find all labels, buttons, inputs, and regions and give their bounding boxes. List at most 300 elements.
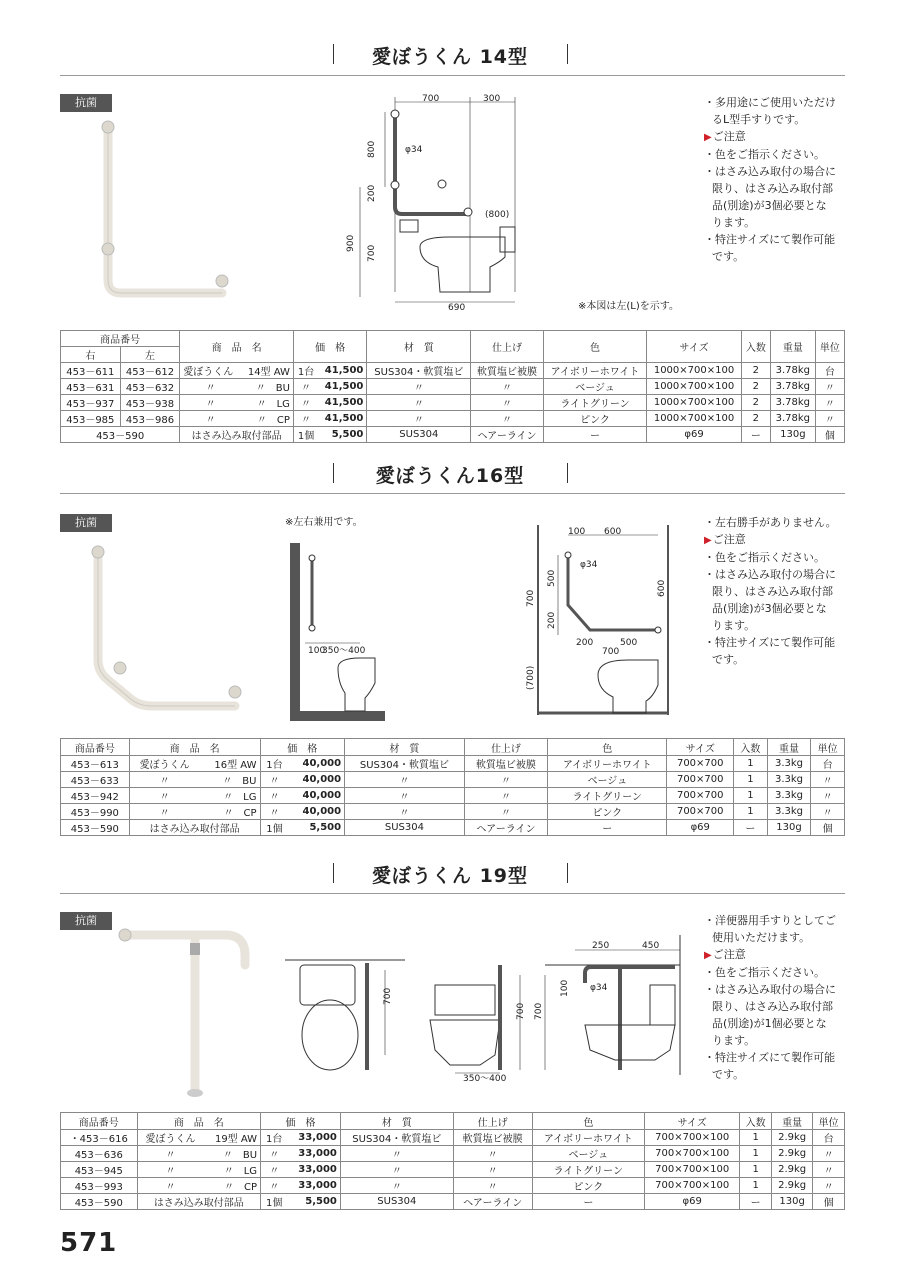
note-line: 使用いただけます。 xyxy=(712,931,811,944)
caution-heading: ▶ ご注意 xyxy=(704,531,854,549)
header-finish: 仕上げ xyxy=(471,331,543,363)
cell-color: ライトグリーン xyxy=(532,1162,645,1178)
cell-unit: 個 xyxy=(815,427,844,443)
cell-qty: 1 xyxy=(740,1178,772,1194)
header-finish: 仕上げ xyxy=(464,739,547,756)
cell-weight: 3.78kg xyxy=(770,363,815,379)
header-name: 商 品 名 xyxy=(129,739,260,756)
cell-qty: 1 xyxy=(734,788,768,804)
note-line: ります。 xyxy=(712,619,756,632)
cell-qty: ー xyxy=(740,1194,772,1210)
cell-model: 16型 AW xyxy=(200,756,260,772)
cell-name: 〃 xyxy=(180,379,241,395)
cell-color: ライトグリーン xyxy=(548,788,667,804)
cell-size: 700×700 xyxy=(667,756,734,772)
notes-14 xyxy=(704,94,854,265)
note-line: です。 xyxy=(712,250,745,263)
dim-700-a: 700 xyxy=(383,987,393,1005)
cell-code: 453－636 xyxy=(61,1146,138,1162)
cell-qty: 1 xyxy=(734,756,768,772)
cell-name: 〃 xyxy=(137,1146,203,1162)
cell-price-unit: 〃 xyxy=(260,772,288,788)
title-divider xyxy=(567,44,568,64)
header-unit: 単位 xyxy=(815,331,844,363)
cell-unit: 個 xyxy=(811,820,845,836)
cell-weight: 3.3kg xyxy=(767,804,811,820)
cell-weight: 2.9kg xyxy=(772,1146,813,1162)
cell-size: φ69 xyxy=(645,1194,740,1210)
cell-price-unit: 1個 xyxy=(261,1194,288,1210)
dim-690: 690 xyxy=(448,303,466,313)
cell-code: 453－942 xyxy=(61,788,130,804)
table-row xyxy=(61,756,845,772)
header-color: 色 xyxy=(548,739,667,756)
note-line: ・色をご指示ください。 xyxy=(704,148,825,161)
cell-model: 〃 CP xyxy=(200,804,260,820)
cell-price-unit: 1台 xyxy=(260,756,288,772)
cell-price: 40,000 xyxy=(288,756,344,772)
cell-price-unit: 〃 xyxy=(261,1162,288,1178)
table-row xyxy=(61,411,845,427)
cell-finish: 〃 xyxy=(471,395,543,411)
cell-size: 700×700 xyxy=(667,788,734,804)
cell-size: 1000×700×100 xyxy=(647,379,741,395)
cell-name: 〃 xyxy=(129,772,199,788)
cell-size: 700×700×100 xyxy=(645,1178,740,1194)
cell-qty: 1 xyxy=(740,1162,772,1178)
dim-range: 350～400 xyxy=(463,1074,507,1084)
note-line: です。 xyxy=(712,653,745,666)
cell-weight: 130g xyxy=(767,820,811,836)
cell-qty: 2 xyxy=(741,395,770,411)
cell-unit: 〃 xyxy=(813,1178,845,1194)
cell-color: ピンク xyxy=(548,804,667,820)
drawing-16-front xyxy=(528,525,678,715)
cell-code-right: 453－611 xyxy=(61,363,121,379)
cell-code: 453－613 xyxy=(61,756,130,772)
header-price: 価 格 xyxy=(293,331,366,363)
dim-100: 100 xyxy=(568,527,586,537)
header-name: 商 品 名 xyxy=(137,1113,260,1130)
note-line: 限り、はさみ込み取付部 xyxy=(712,1000,833,1013)
antibacterial-badge: 抗菌 xyxy=(60,514,112,532)
cell-size: 1000×700×100 xyxy=(647,363,741,379)
cell-name: はさみ込み取付部品 xyxy=(180,427,294,443)
header-right: 右 xyxy=(61,347,121,363)
cell-color: アイボリーホワイト xyxy=(548,756,667,772)
note-line: ・特注サイズにて製作可能 xyxy=(704,1051,836,1064)
header-left: 左 xyxy=(120,347,180,363)
section-title: 愛ぼうくん16型 xyxy=(375,465,525,487)
cell-price-unit: 〃 xyxy=(260,804,288,820)
cell-unit: 〃 xyxy=(813,1162,845,1178)
cell-size: φ69 xyxy=(667,820,734,836)
cell-code: 453－590 xyxy=(61,427,180,443)
caution-heading: ▶ ご注意 xyxy=(704,128,854,146)
drawing-16-side xyxy=(290,543,400,723)
dim-phi34: φ34 xyxy=(580,560,598,570)
cell-price-unit: 〃 xyxy=(293,395,318,411)
cell-name: 〃 xyxy=(180,395,241,411)
dim-700-horizontal: 700 xyxy=(602,647,620,657)
table-row xyxy=(61,804,845,820)
header-size: サイズ xyxy=(667,739,734,756)
cell-model: 〃 LG xyxy=(241,395,294,411)
header-color: 色 xyxy=(532,1113,645,1130)
notes-19 xyxy=(704,912,854,1083)
cell-weight: 2.9kg xyxy=(772,1130,813,1146)
table-row xyxy=(61,788,845,804)
cell-size: 1000×700×100 xyxy=(647,411,741,427)
section-rule xyxy=(60,493,845,494)
antibacterial-badge: 抗菌 xyxy=(60,94,112,112)
dim-phi34: φ34 xyxy=(405,145,423,155)
dim-250: 250 xyxy=(592,941,610,951)
cell-price: 5,500 xyxy=(288,820,344,836)
table-row xyxy=(61,820,845,836)
dim-range: 350～400 xyxy=(322,646,366,656)
note-line: ります。 xyxy=(712,1034,756,1047)
dim-300: 300 xyxy=(483,94,501,104)
cell-price: 5,500 xyxy=(287,1194,340,1210)
cell-material: 〃 xyxy=(367,379,471,395)
note-line: ・色をご指示ください。 xyxy=(704,966,825,979)
dim-600: 600 xyxy=(604,527,622,537)
cell-material: SUS304 xyxy=(340,1194,453,1210)
cell-price: 40,000 xyxy=(288,788,344,804)
cell-unit: 〃 xyxy=(811,804,845,820)
header-material: 材 質 xyxy=(367,331,471,363)
table-row xyxy=(61,427,845,443)
cell-price-unit: 1台 xyxy=(261,1130,288,1146)
cell-price-unit: 1台 xyxy=(293,363,318,379)
cell-size: 700×700×100 xyxy=(645,1162,740,1178)
note-line: るL型手すりです。 xyxy=(712,113,806,126)
cell-code-left: 453－938 xyxy=(120,395,180,411)
dim-100: 100 xyxy=(560,979,570,997)
note-line: ・はさみ込み取付の場合に xyxy=(704,983,836,996)
header-code: 商品番号 xyxy=(61,739,130,756)
cell-code: 453－990 xyxy=(61,804,130,820)
title-divider xyxy=(567,463,568,483)
cell-qty: 2 xyxy=(741,411,770,427)
title-divider xyxy=(567,863,568,883)
cell-unit: 個 xyxy=(813,1194,845,1210)
header-unit: 単位 xyxy=(813,1113,845,1130)
header-weight: 重量 xyxy=(772,1113,813,1130)
cell-name: 〃 xyxy=(137,1162,203,1178)
cell-finish: ヘアーライン xyxy=(464,820,547,836)
dim-100: 100 xyxy=(308,646,326,656)
dim-800: 800 xyxy=(367,140,377,158)
spec-table-16 xyxy=(60,738,845,836)
caution-heading: ▶ ご注意 xyxy=(704,946,854,964)
cell-material: SUS304 xyxy=(345,820,465,836)
cell-price: 33,000 xyxy=(287,1178,340,1194)
cell-unit: 〃 xyxy=(813,1146,845,1162)
dim-700-vertical: 700 xyxy=(367,244,377,262)
dim-700: 700 xyxy=(526,589,536,607)
cell-size: 700×700 xyxy=(667,772,734,788)
cell-model: 〃 CP xyxy=(203,1178,260,1194)
header-color: 色 xyxy=(543,331,647,363)
cell-finish: ヘアーライン xyxy=(453,1194,532,1210)
cell-price-unit: 〃 xyxy=(293,379,318,395)
cell-weight: 3.78kg xyxy=(770,379,815,395)
cell-model: 〃 LG xyxy=(200,788,260,804)
note-line: ・多用途にご使用いただけ xyxy=(704,96,836,109)
cell-finish: 軟質塩ビ被膜 xyxy=(471,363,543,379)
cell-material: 〃 xyxy=(345,804,465,820)
table-row xyxy=(61,1146,845,1162)
cell-price: 5,500 xyxy=(318,427,367,443)
dim-200: 200 xyxy=(547,611,557,629)
note-line: ・特注サイズにて製作可能 xyxy=(704,233,836,246)
header-finish: 仕上げ xyxy=(453,1113,532,1130)
cell-material: 〃 xyxy=(345,788,465,804)
note-line: 限り、はさみ込み取付部 xyxy=(712,182,833,195)
cell-finish: 軟質塩ビ被膜 xyxy=(453,1130,532,1146)
cell-weight: 3.78kg xyxy=(770,395,815,411)
section-title: 愛ぼうくん 19型 xyxy=(371,865,529,887)
cell-code-right: 453－937 xyxy=(61,395,121,411)
cell-name: 〃 xyxy=(137,1178,203,1194)
note-line: ・左右勝手がありません。 xyxy=(704,516,837,529)
table-row xyxy=(61,1178,845,1194)
dim-200-horizontal: 200 xyxy=(576,638,594,648)
spec-table-19 xyxy=(60,1112,845,1210)
cell-material: 〃 xyxy=(340,1162,453,1178)
dim-phi34: φ34 xyxy=(590,983,608,993)
note-line: ・特注サイズにて製作可能 xyxy=(704,636,836,649)
drawing-14 xyxy=(346,92,550,313)
header-qty: 入数 xyxy=(741,331,770,363)
header-size: サイズ xyxy=(645,1113,740,1130)
dim-200: 200 xyxy=(367,184,377,202)
note-line: ・はさみ込み取付の場合に xyxy=(704,568,836,581)
cell-material: 〃 xyxy=(367,411,471,427)
note-line: 品(別途)が3個必要とな xyxy=(712,199,827,212)
cell-qty: 1 xyxy=(740,1130,772,1146)
cell-price: 41,500 xyxy=(318,411,367,427)
cell-code-right: 453－631 xyxy=(61,379,121,395)
cell-color: ベージュ xyxy=(543,379,647,395)
cell-price-unit: 〃 xyxy=(261,1146,288,1162)
cell-material: SUS304 xyxy=(367,427,471,443)
header-weight: 重量 xyxy=(767,739,811,756)
product-photo-14 xyxy=(90,115,230,315)
dim-700-c: 700 xyxy=(534,1002,544,1020)
header-material: 材 質 xyxy=(340,1113,453,1130)
cell-unit: 〃 xyxy=(815,411,844,427)
cell-code: 453－945 xyxy=(61,1162,138,1178)
cell-size: φ69 xyxy=(647,427,741,443)
cell-unit: 〃 xyxy=(811,788,845,804)
cell-weight: 2.9kg xyxy=(772,1162,813,1178)
cell-model: 14型 AW xyxy=(241,363,294,379)
cell-finish: 〃 xyxy=(464,772,547,788)
table-row xyxy=(61,1194,845,1210)
header-code: 商品番号 xyxy=(61,331,180,347)
header-name: 商 品 名 xyxy=(180,331,294,363)
cell-name: はさみ込み取付部品 xyxy=(137,1194,260,1210)
dim-500-horizontal: 500 xyxy=(620,638,638,648)
cell-color: ー xyxy=(548,820,667,836)
cell-price-unit: 1個 xyxy=(260,820,288,836)
cell-name: 〃 xyxy=(129,804,199,820)
cell-price: 33,000 xyxy=(287,1162,340,1178)
cell-qty: 2 xyxy=(741,379,770,395)
cell-name: 〃 xyxy=(180,411,241,427)
cell-weight: 2.9kg xyxy=(772,1178,813,1194)
cell-unit: 〃 xyxy=(811,772,845,788)
cell-unit: 〃 xyxy=(815,395,844,411)
figure-note: ※左右兼用です。 xyxy=(285,517,363,528)
cell-model: 19型 AW xyxy=(203,1130,260,1146)
cell-weight: 3.3kg xyxy=(767,756,811,772)
cell-finish: 〃 xyxy=(471,411,543,427)
dim-800-paren: (800) xyxy=(485,210,510,220)
cell-qty: ー xyxy=(741,427,770,443)
spec-table-14 xyxy=(60,330,845,443)
cell-size: 700×700×100 xyxy=(645,1146,740,1162)
cell-model: 〃 BU xyxy=(241,379,294,395)
header-size: サイズ xyxy=(647,331,741,363)
cell-price: 41,500 xyxy=(318,395,367,411)
table-row xyxy=(61,1130,845,1146)
cell-code: 453－590 xyxy=(61,1194,138,1210)
cell-color: アイボリーホワイト xyxy=(532,1130,645,1146)
cell-code: 453－590 xyxy=(61,820,130,836)
header-weight: 重量 xyxy=(770,331,815,363)
cell-qty: 1 xyxy=(740,1146,772,1162)
cell-color: ピンク xyxy=(532,1178,645,1194)
cell-model: 〃 CP xyxy=(241,411,294,427)
section-rule xyxy=(60,75,845,76)
cell-price: 41,500 xyxy=(318,363,367,379)
product-photo-19 xyxy=(115,925,275,1105)
product-photo-16 xyxy=(80,540,250,710)
cell-color: ベージュ xyxy=(548,772,667,788)
cell-price: 40,000 xyxy=(288,772,344,788)
table-row xyxy=(61,772,845,788)
notes-16 xyxy=(704,514,854,668)
header-price: 価 格 xyxy=(260,739,345,756)
note-line: 品(別途)が3個必要とな xyxy=(712,602,827,615)
cell-size: 700×700 xyxy=(667,804,734,820)
cell-price-unit: 〃 xyxy=(260,788,288,804)
cell-color: ピンク xyxy=(543,411,647,427)
cell-color: ー xyxy=(543,427,647,443)
cell-model: 〃 LG xyxy=(203,1162,260,1178)
cell-color: ー xyxy=(532,1194,645,1210)
cell-finish: ヘアーライン xyxy=(471,427,543,443)
drawing-19 xyxy=(285,935,685,1085)
dim-600-vertical: 600 xyxy=(657,579,667,597)
cell-finish: 〃 xyxy=(453,1162,532,1178)
cell-weight: 3.3kg xyxy=(767,772,811,788)
header-material: 材 質 xyxy=(345,739,465,756)
cell-size: 1000×700×100 xyxy=(647,395,741,411)
cell-qty: 2 xyxy=(741,363,770,379)
table-row xyxy=(61,379,845,395)
cell-material: SUS304・軟質塩ビ xyxy=(367,363,471,379)
cell-name: 愛ぼうくん xyxy=(180,363,241,379)
antibacterial-badge: 抗菌 xyxy=(60,912,112,930)
figure-note: ※本図は左(L)を示す。 xyxy=(578,301,679,312)
cell-code: 453－993 xyxy=(61,1178,138,1194)
cell-material: 〃 xyxy=(367,395,471,411)
cell-unit: 台 xyxy=(813,1130,845,1146)
cell-color: アイボリーホワイト xyxy=(543,363,647,379)
cell-finish: 〃 xyxy=(453,1178,532,1194)
section-title: 愛ぼうくん 14型 xyxy=(371,46,529,68)
cell-color: ベージュ xyxy=(532,1146,645,1162)
header-code: 商品番号 xyxy=(61,1113,138,1130)
cell-unit: 台 xyxy=(815,363,844,379)
cell-color: ライトグリーン xyxy=(543,395,647,411)
cell-material: SUS304・軟質塩ビ xyxy=(345,756,465,772)
note-line: です。 xyxy=(712,1068,745,1081)
cell-material: 〃 xyxy=(340,1146,453,1162)
cell-finish: 軟質塩ビ被膜 xyxy=(464,756,547,772)
cell-weight: 3.3kg xyxy=(767,788,811,804)
cell-code-left: 453－612 xyxy=(120,363,180,379)
cell-price-unit: 1個 xyxy=(293,427,318,443)
cell-code: 453－633 xyxy=(61,772,130,788)
header-price: 価 格 xyxy=(261,1113,341,1130)
section-rule xyxy=(60,893,845,894)
cell-price: 40,000 xyxy=(288,804,344,820)
cell-price-unit: 〃 xyxy=(293,411,318,427)
table-row xyxy=(61,395,845,411)
cell-price: 41,500 xyxy=(318,379,367,395)
page-number: 571 xyxy=(60,1228,118,1258)
dim-500: 500 xyxy=(547,569,557,587)
cell-finish: 〃 xyxy=(453,1146,532,1162)
cell-weight: 3.78kg xyxy=(770,411,815,427)
cell-qty: ー xyxy=(734,820,768,836)
cell-weight: 130g xyxy=(770,427,815,443)
cell-material: 〃 xyxy=(345,772,465,788)
cell-finish: 〃 xyxy=(471,379,543,395)
cell-weight: 130g xyxy=(772,1194,813,1210)
cell-name: はさみ込み取付部品 xyxy=(129,820,260,836)
cell-qty: 1 xyxy=(734,804,768,820)
cell-unit: 〃 xyxy=(815,379,844,395)
cell-material: 〃 xyxy=(340,1178,453,1194)
cell-code-left: 453－986 xyxy=(120,411,180,427)
note-line: 品(別途)が1個必要とな xyxy=(712,1017,827,1030)
cell-price: 33,000 xyxy=(287,1130,340,1146)
cell-code-left: 453－632 xyxy=(120,379,180,395)
cell-price-unit: 〃 xyxy=(261,1178,288,1194)
cell-size: 700×700×100 xyxy=(645,1130,740,1146)
cell-unit: 台 xyxy=(811,756,845,772)
cell-name: 愛ぼうくん xyxy=(129,756,199,772)
table-row xyxy=(61,363,845,379)
note-line: 限り、はさみ込み取付部 xyxy=(712,585,833,598)
table-row xyxy=(61,1162,845,1178)
note-line: ・洋便器用手すりとしてご xyxy=(704,914,836,927)
dim-700: 700 xyxy=(422,94,440,104)
cell-qty: 1 xyxy=(734,772,768,788)
cell-price: 33,000 xyxy=(287,1146,340,1162)
header-qty: 入数 xyxy=(734,739,768,756)
dim-450: 450 xyxy=(642,941,660,951)
cell-model: 〃 BU xyxy=(200,772,260,788)
cell-model: 〃 BU xyxy=(203,1146,260,1162)
